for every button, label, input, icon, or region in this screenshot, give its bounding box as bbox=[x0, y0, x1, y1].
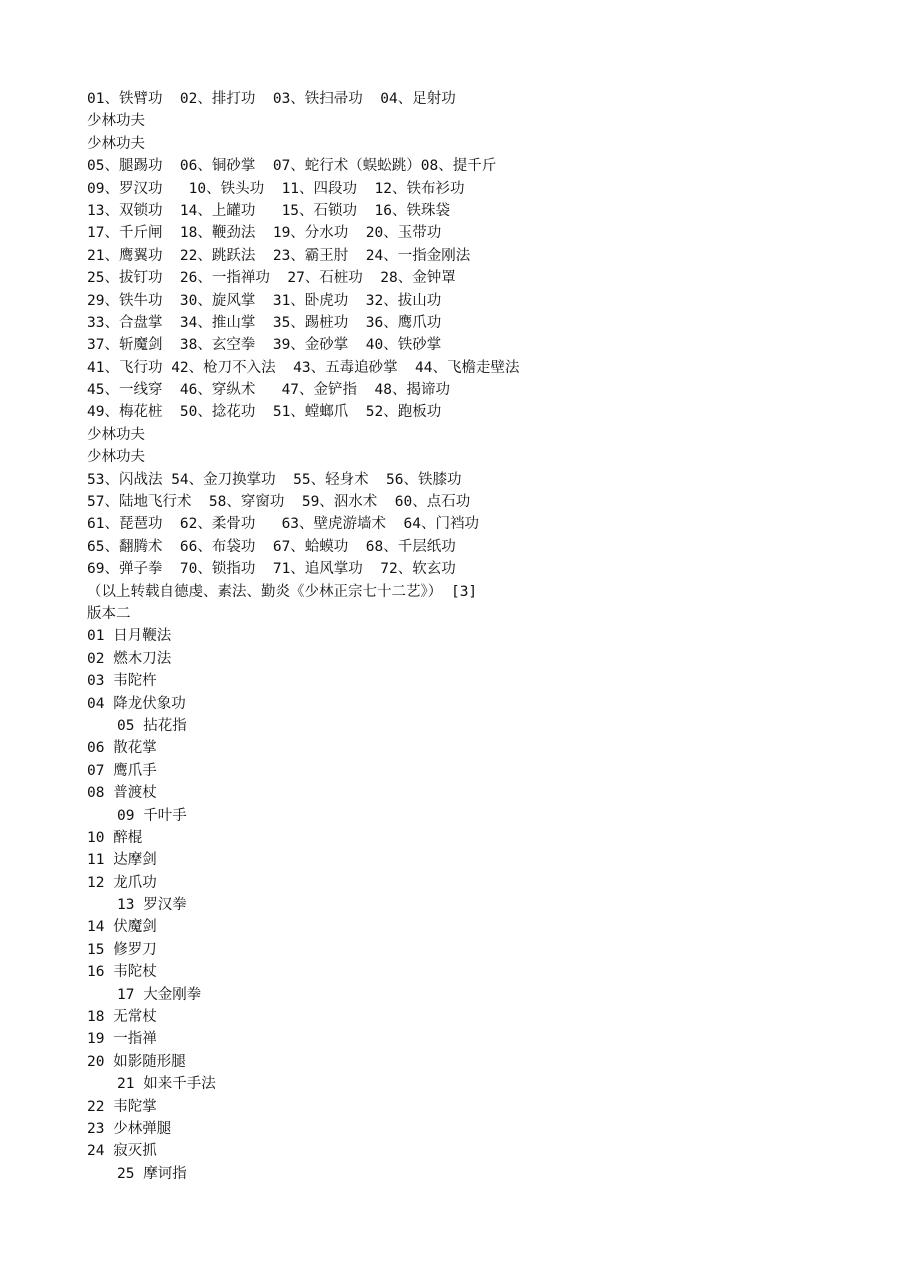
text-line: （以上转载自德虔、素法、勤炎《少林正宗七十二艺》） [3] bbox=[87, 583, 478, 600]
text-line: 18 无常杖 bbox=[87, 1009, 157, 1026]
text-line: 06 散花掌 bbox=[87, 740, 157, 757]
text-line: 04 降龙伏象功 bbox=[87, 695, 186, 712]
text-line: 15 修罗刀 bbox=[87, 941, 157, 958]
text-line: 少林功夫 bbox=[87, 426, 145, 443]
text-line: 07 鹰爪手 bbox=[87, 762, 157, 779]
text-line: 21、鹰翼功 22、跳跃法 23、霸王肘 24、一指金刚法 bbox=[87, 247, 471, 264]
document-page bbox=[87, 88, 887, 1185]
text-line: 02 燃木刀法 bbox=[87, 650, 172, 667]
document-body bbox=[87, 88, 887, 1185]
text-line: 03 韦陀杵 bbox=[87, 673, 157, 690]
text-line: 23 少林弹腿 bbox=[87, 1120, 172, 1137]
text-line: 25、拔钉功 26、一指禅功 27、石桩功 28、金钟罩 bbox=[87, 270, 456, 287]
text-line: 11 达摩剑 bbox=[87, 852, 157, 869]
text-line: 49、梅花桩 50、捻花功 51、螳螂爪 52、跑板功 bbox=[87, 404, 442, 421]
text-line: 24 寂灭抓 bbox=[87, 1143, 157, 1160]
text-line: 13、双锁功 14、上罐功 15、石锁功 16、铁珠袋 bbox=[87, 202, 450, 219]
text-line: 37、斩魔剑 38、玄空拳 39、金砂掌 40、铁砂掌 bbox=[87, 337, 442, 354]
text-line: 17 大金刚拳 bbox=[117, 986, 202, 1003]
text-line: 01、铁臂功 02、排打功 03、铁扫帚功 04、足射功 bbox=[87, 91, 456, 107]
text-line: 少林功夫 bbox=[87, 135, 145, 152]
text-line: 45、一线穿 46、穿纵术 47、金铲指 48、揭谛功 bbox=[87, 382, 450, 399]
text-line: 53、闪战法 54、金刀换掌功 55、轻身术 56、铁膝功 bbox=[87, 471, 462, 488]
text-line: 13 罗汉拳 bbox=[117, 897, 187, 914]
text-line: 61、琵琶功 62、柔骨功 63、壁虎游墙术 64、门裆功 bbox=[87, 516, 479, 533]
text-line: 09、罗汉功 10、铁头功 11、四段功 12、铁布衫功 bbox=[87, 180, 465, 197]
text-line: 19 一指禅 bbox=[87, 1031, 157, 1048]
text-line: 09 千叶手 bbox=[117, 807, 187, 824]
text-line: 12 龙爪功 bbox=[87, 874, 157, 891]
text-line: 17、千斤闸 18、鞭劲法 19、分水功 20、玉带功 bbox=[87, 225, 442, 242]
text-line: 29、铁牛功 30、旋风掌 31、卧虎功 32、拔山功 bbox=[87, 292, 442, 309]
text-line: 69、弹子拳 70、锁指功 71、追风掌功 72、软玄功 bbox=[87, 561, 456, 578]
text-line: 21 如来千手法 bbox=[117, 1076, 216, 1093]
text-line: 57、陆地飞行术 58、穿窗功 59、泅水术 60、点石功 bbox=[87, 494, 471, 511]
text-line: 20 如影随形腿 bbox=[87, 1053, 186, 1070]
text-line: 33、合盘掌 34、推山掌 35、踢桩功 36、鹰爪功 bbox=[87, 314, 442, 331]
text-line: 01 日月鞭法 bbox=[87, 628, 172, 645]
text-line: 25 摩诃指 bbox=[117, 1165, 187, 1182]
text-line: 41、飞行功 42、枪刀不入法 43、五毒追砂掌 44、飞檐走壁法 bbox=[87, 359, 520, 376]
text-line: 22 韦陀掌 bbox=[87, 1098, 157, 1115]
text-line: 少林功夫 bbox=[87, 449, 145, 466]
text-line: 版本二 bbox=[87, 605, 131, 622]
text-line: 08 普渡杖 bbox=[87, 785, 157, 802]
text-line: 05 拈花指 bbox=[117, 717, 187, 734]
text-line: 10 醉棍 bbox=[87, 829, 143, 846]
text-line: 05、腿踢功 06、铜砂掌 07、蛇行术（蜈蚣跳）08、提千斤 bbox=[87, 158, 497, 175]
text-line: 14 伏魔剑 bbox=[87, 919, 157, 936]
text-line: 16 韦陀杖 bbox=[87, 964, 157, 981]
text-line: 65、翻腾术 66、布袋功 67、蛤蟆功 68、千层纸功 bbox=[87, 538, 456, 555]
text-line: 少林功夫 bbox=[87, 113, 145, 130]
